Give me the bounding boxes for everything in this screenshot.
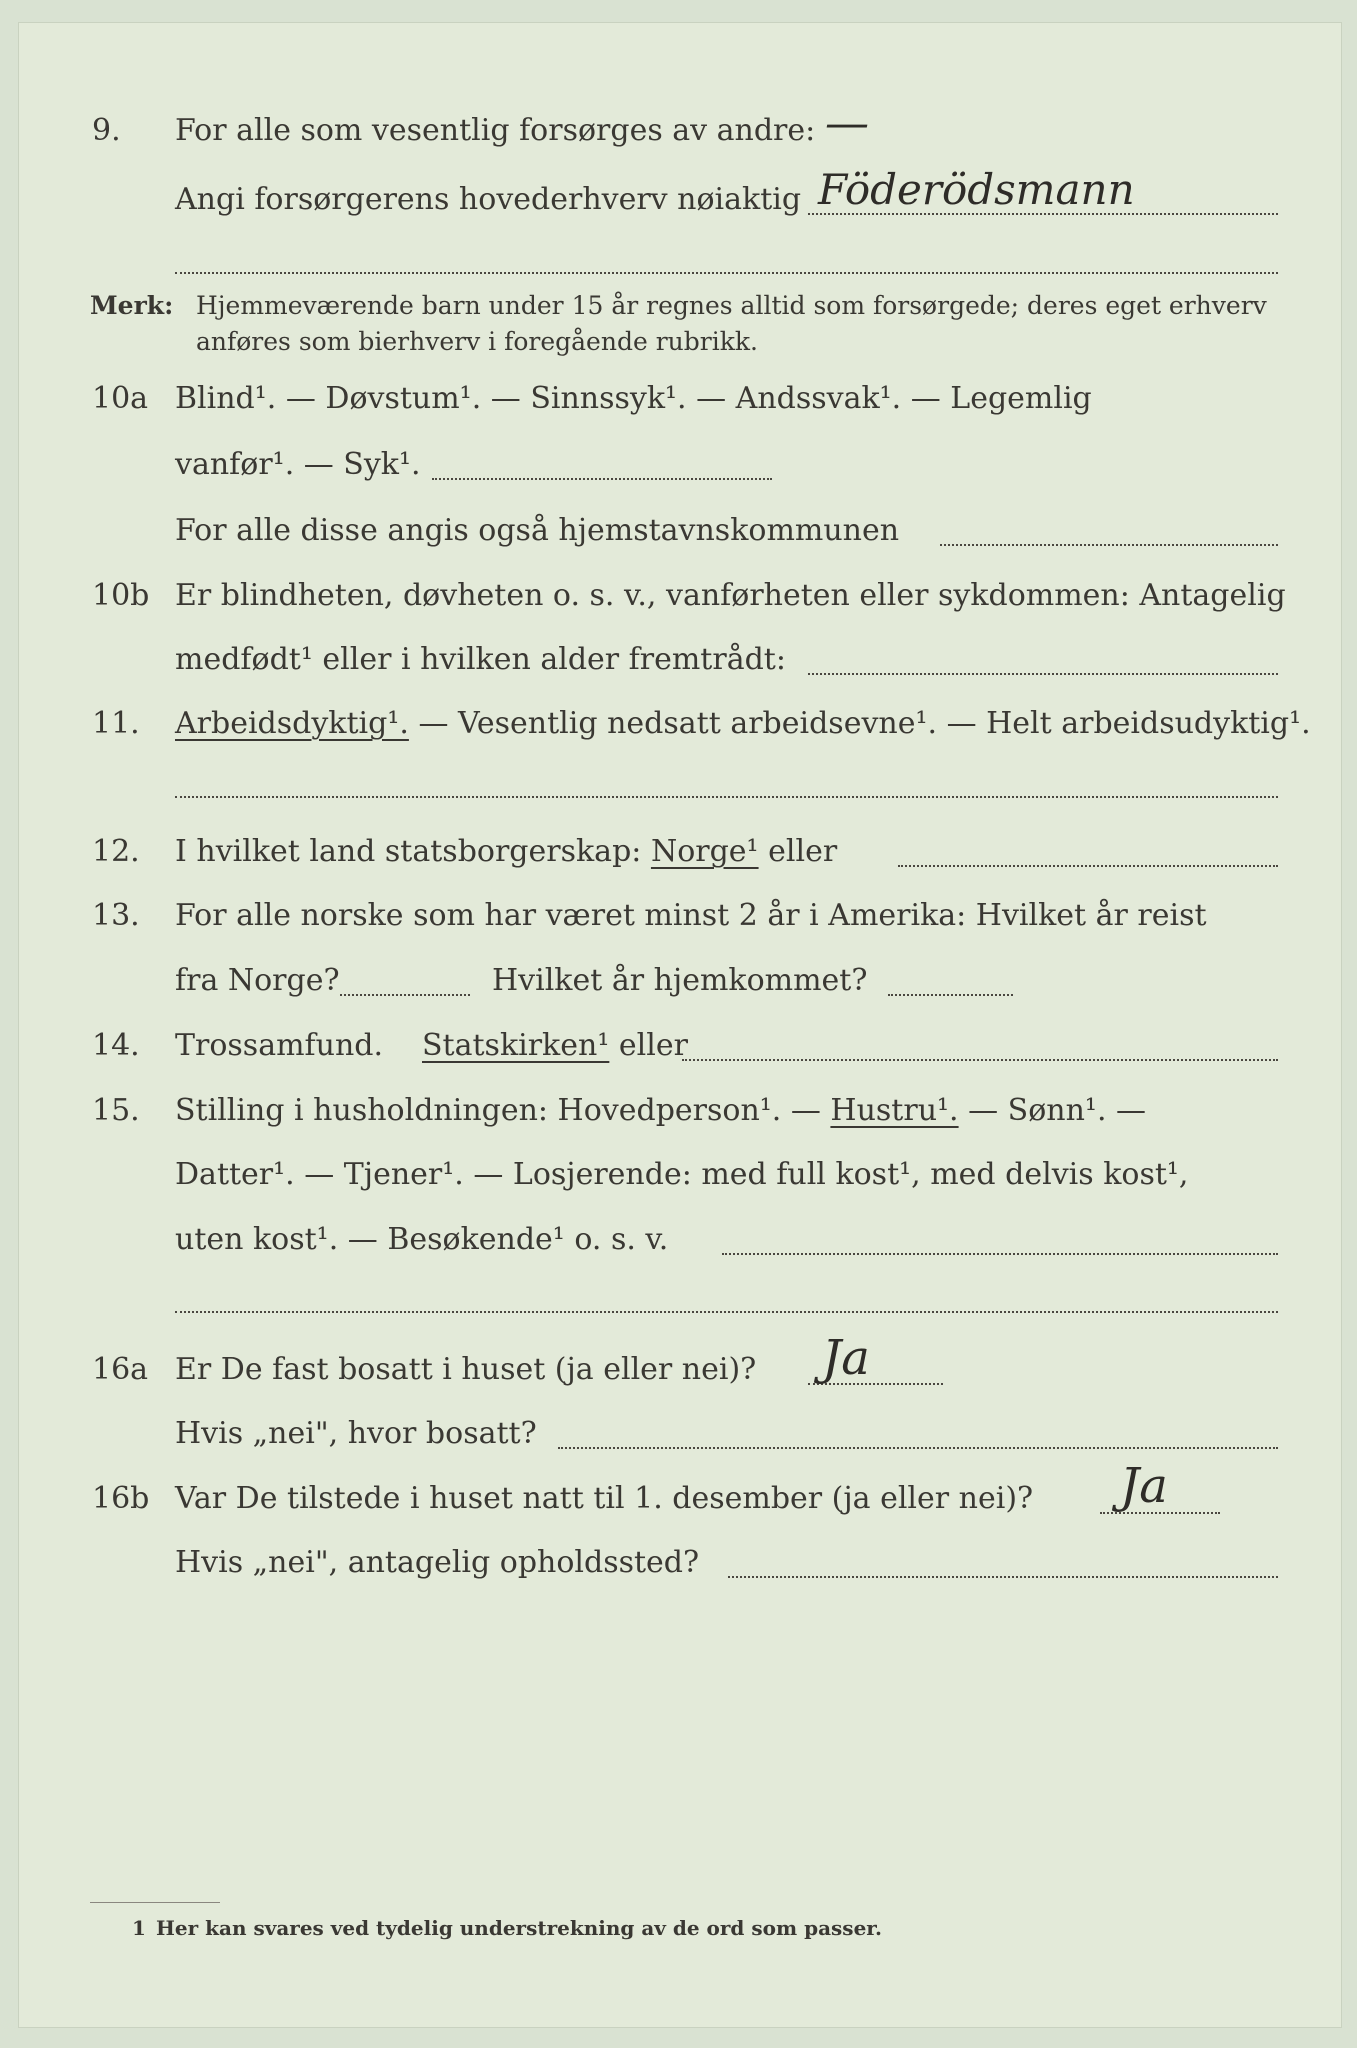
q16a-number: 16a [92,1352,149,1387]
q13-line2b: Hvilket år hjemkommet? [492,963,868,998]
q14-answer-line [682,1059,1278,1061]
q12-text [175,834,837,870]
q14-options [422,1028,688,1064]
q13-line2a: fra Norge? [175,963,340,998]
q13-reist-line [340,994,470,996]
q12-number: 12. [92,834,140,869]
q15-line1-pre: Stilling i husholdningen: Hovedperson¹. — [175,1093,821,1128]
footnote-text: Her kan svares ved tydelig understrekning av de ord som passer. [156,1916,882,1940]
q10a-line3: For alle disse angis også hjemstavnskommunen [175,513,900,548]
q12-post: eller [768,834,838,869]
q15-line3: uten kost¹. — Besøkende¹ o. s. v. [175,1222,669,1257]
q10a-number: 10a [92,381,149,416]
census-form-page [18,22,1342,2028]
q10a-line2: vanfør¹. — Syk¹. [175,447,421,482]
q12-pre: I hvilket land statsborgerskap: [175,834,642,869]
q16b-number: 16b [92,1481,150,1516]
q9-dash-handwritten: — [825,98,869,149]
q15-number: 15. [92,1093,140,1128]
q11-option-arbeidsdyktig: Arbeidsdyktig¹. [175,706,409,741]
q15-line2: Datter¹. — Tjener¹. — Losjerende: med full kost¹, med delvis kost¹, [175,1157,1189,1192]
q16a-line1: Er De fast bosatt i huset (ja eller nei)? [175,1352,757,1387]
q16a-line2: Hvis „nei", hvor bosatt? [175,1416,537,1451]
q10a-kommune-line [940,544,1278,546]
q12-answer-line [898,865,1278,867]
q13-hjemkommet-line [888,994,1013,996]
q14-post: eller [618,1028,688,1063]
q11-extra-line [175,796,1278,798]
q14-option-statskirken: Statskirken¹ [422,1028,610,1063]
footnote-separator [90,1902,220,1903]
q16b-opholdssted-line [728,1576,1278,1578]
q9-handwritten-answer: Föderödsmann [818,165,1135,214]
q11-rest: — Vesentlig nedsatt arbeidsevne¹. — Helt arbeidsudyktig¹. [418,706,1311,741]
q13-line1: For alle norske som har været minst 2 år i Amerika: Hvilket år reist [175,898,1207,933]
q11-number: 11. [92,706,140,741]
q16b-handwritten-answer: Ja [1120,1458,1168,1514]
q11-text [175,706,1311,742]
q15-line1-post: — Sønn¹. — [968,1093,1147,1128]
q14-pre: Trossamfund. [175,1028,384,1063]
q16b-line1: Var De tilstede i huset natt til 1. desember (ja eller nei)? [175,1481,1034,1516]
q10a-syk-line [432,478,772,480]
q10b-line1: Er blindheten, døvheten o. s. v., vanførheten eller sykdommen: Antagelig [175,578,1286,613]
q9-line2: Angi forsørgerens hovederhverv nøiaktig [175,182,802,217]
merk-label: Merk: [90,291,174,320]
q16b-line2: Hvis „nei", antagelig opholdssted? [175,1545,700,1580]
merk-line1: Hjemmeværende barn under 15 år regnes alltid som forsørgede; deres eget erhverv [196,291,1267,320]
q10b-answer-line [808,673,1278,675]
merk-line2: anføres som bierhverv i foregående rubrikk. [196,327,758,356]
q15-line1 [175,1093,1146,1129]
q16a-bosatt-line [558,1447,1278,1449]
q10b-line2: medfødt¹ eller i hvilken alder fremtrådt: [175,642,786,677]
q9-line1: For alle som vesentlig forsørges av andre: [175,113,816,148]
q10a-line1: Blind¹. — Døvstum¹. — Sinnssyk¹. — Andssvak¹. — Legemlig [175,381,1092,416]
q15-answer-line [722,1253,1278,1255]
q15-extra-line [175,1311,1278,1313]
footnote-mark: 1 [132,1916,146,1940]
q9-extra-line [175,272,1278,274]
q15-option-hustru: Hustru¹. [830,1093,959,1128]
q14-number: 14. [92,1028,140,1063]
q13-number: 13. [92,898,140,933]
q9-number: 9. [92,113,121,148]
q10b-number: 10b [92,578,150,613]
q12-option-norge: Norge¹ [650,834,759,869]
q16a-handwritten-answer: Ja [822,1330,870,1386]
